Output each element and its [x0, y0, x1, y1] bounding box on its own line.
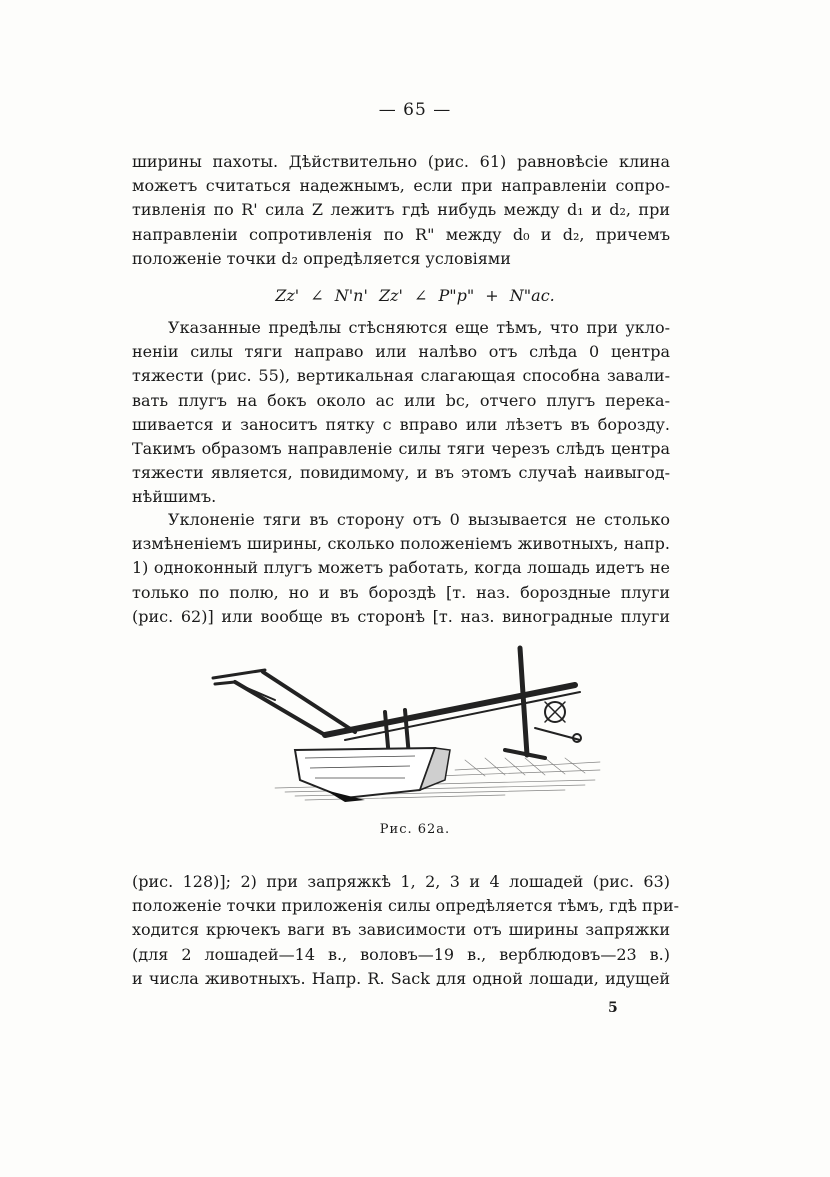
figure-caption: Рис. 62а.: [379, 822, 451, 837]
text-line: Уклоненіе тяги въ сторону отъ 0 вызывается не столько: [168, 510, 670, 529]
text-line: Указанные предѣлы стѣсняются еще тѣмъ, что при укло-: [168, 318, 670, 337]
formula: Zz' ∠ N'n' Zz' ∠ P"p" + N"ac.: [275, 286, 555, 305]
page-number: — 65 —: [378, 100, 452, 120]
text-line: тивленія по R' сила Z лежитъ гдѣ нибудь между d₁ и d₂, при: [132, 200, 670, 220]
text-line: измѣненіемъ ширины, сколько положеніемъ животныхъ, напр.: [132, 534, 670, 554]
text-line: (для 2 лошадей—14 в., воловъ—19 в., верблюдовъ—23 в.): [132, 944, 670, 964]
text-line: 1) одноконный плугъ можетъ работать, когда лошадь идетъ не: [132, 558, 670, 578]
text-line: тяжести (рис. 55), вертикальная слагающая способна завали-: [132, 366, 670, 386]
text-line: и числа животныхъ. Напр. R. Sack для одной лошади, идущей: [132, 968, 670, 988]
text-line: можетъ считаться надежнымъ, если при направленіи сопро-: [132, 176, 670, 196]
text-line: нѣйшимъ.: [132, 487, 217, 507]
text-line: направленіи сопротивленія по R" между d₀ и d₂, причемъ: [132, 224, 670, 244]
paragraph-3: [132, 508, 670, 629]
text-line: тяжести является, повидимому, и въ этомъ случаѣ наивыгод-: [132, 463, 670, 483]
text-line: вать плугъ на бокъ около ac или bc, отчего плугъ перека-: [132, 390, 670, 410]
text-line: ходится крючекъ ваги въ зависимости отъ ширины запряжки: [132, 920, 670, 940]
text-line: положеніе точки приложенія силы опредѣляется тѣмъ, гдѣ при-: [132, 896, 680, 916]
paragraph-1: [132, 150, 670, 271]
text-line: положеніе точки d₂ опредѣляется условіями: [132, 248, 511, 268]
plough-illustration: [205, 640, 605, 810]
paragraph-2: [132, 316, 670, 510]
text-line: только по полю, но и въ бороздѣ [т. наз. бороздные плуги: [132, 582, 670, 602]
text-line: неніи силы тяги направо или налѣво отъ слѣда 0 центра: [132, 342, 670, 362]
text-line: шивается и заноситъ пятку c вправо или лѣзетъ въ борозду.: [132, 414, 670, 434]
text-line: Такимъ образомъ направленіе силы тяги черезъ слѣдъ центра: [132, 439, 670, 459]
paragraph-4: [132, 870, 680, 991]
text-line: (рис. 128)]; 2) при запряжкѣ 1, 2, 3 и 4 лошадей (рис. 63): [132, 872, 670, 891]
signature-mark: 5: [608, 1000, 618, 1016]
text-line: (рис. 62)] или вообще въ сторонѣ [т. наз. виноградные плуги: [132, 606, 670, 626]
text-line: ширины пахоты. Дѣйствительно (рис. 61) равновѣсіе клина: [132, 152, 670, 171]
